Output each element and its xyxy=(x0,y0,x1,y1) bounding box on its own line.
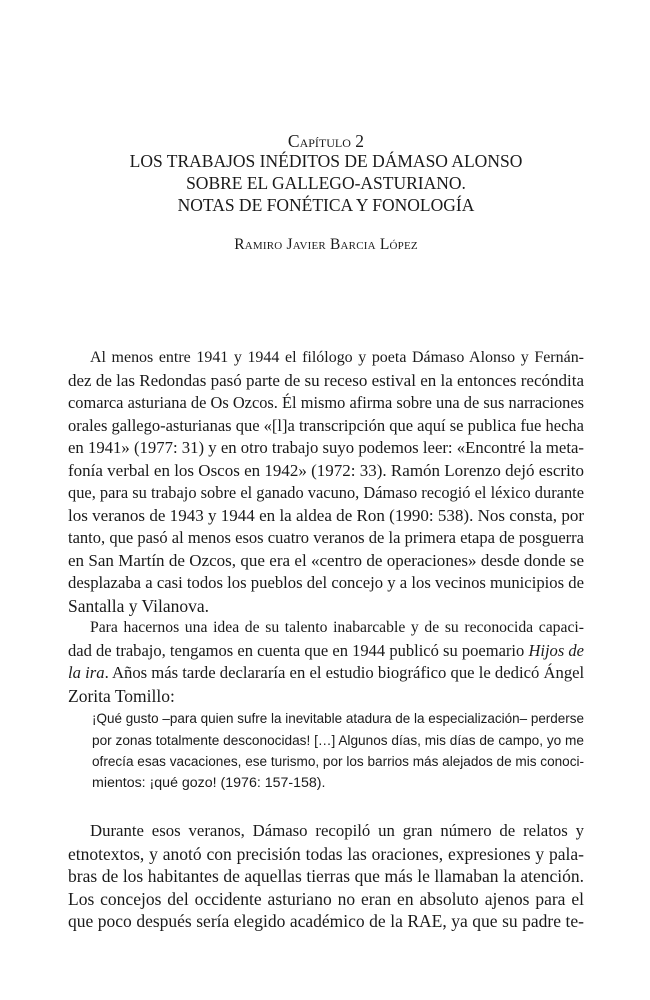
paragraph-line: desplazaba a casi todos los pueblos del concejo y a los vecinos municipios de xyxy=(68,573,584,592)
paragraph-line: en 1941» (1977: 31) y en otro trabajo suyo podemos leer: «Encontré la meta- xyxy=(68,438,584,457)
paragraph-line: los veranos de 1943 y 1944 en la aldea de Ron (1990: 538). Nos consta, por xyxy=(68,505,584,525)
paragraph-line: Los concejos del occidente asturiano no eran en absoluto ajenos para el xyxy=(68,888,584,909)
paragraph-line: comarca asturiana de Os Ozcos. Él mismo afirma sobre una de sus narraciones xyxy=(68,393,584,412)
block-quote xyxy=(92,708,584,794)
quote-line: ofrecía esas vacaciones, ese turismo, por los barrios más alejados de mis conoci- xyxy=(92,754,585,769)
paragraph-line: Zorita Tomillo: xyxy=(68,685,175,706)
paragraph-line: Durante esos veranos, Dámaso recopiló un gran número de relatos y xyxy=(90,821,584,840)
paragraph-line xyxy=(68,662,584,685)
chapter-title-line-1: LOS TRABAJOS INÉDITOS DE DÁMASO ALONSO xyxy=(129,151,523,171)
paragraph-line: Al menos entre 1941 y 1944 el filólogo y poeta Dámaso Alonso y Fernán- xyxy=(90,349,584,366)
quote-line: ¡Qué gusto –para quien sufre la inevitable atadura de la especialización– perderse xyxy=(92,711,584,726)
paragraph-line: orales gallego-asturianas que «[l]a transcripción que aquí se publica fue hecha xyxy=(68,415,584,435)
paragraph-line: Para hacernos una idea de su talento inabarcable y de su reconocida capaci- xyxy=(90,619,584,636)
book-title-italic: Hijos de xyxy=(528,640,584,660)
paragraph-line xyxy=(68,640,584,663)
chapter-author: Ramiro Javier Barcia López xyxy=(234,236,418,253)
paragraph-3 xyxy=(68,820,584,933)
paragraph-text: dad de trabajo, tengamos en cuenta que en 1944 publicó su poemario xyxy=(68,640,525,660)
chapter-title-line-3: NOTAS DE FONÉTICA Y FONOLOGÍA xyxy=(177,195,475,215)
paragraph-line: tanto, que pasó al menos esos cuatro veranos de la primera etapa de posguerra xyxy=(68,528,584,547)
paragraph-text: . Años más tarde declararía en el estudio biográfico que le dedicó Ángel xyxy=(104,663,585,682)
paragraph-line: dez de las Redondas pasó parte de su receso estival en la entonces recóndita xyxy=(68,370,584,390)
chapter-title-line-2: SOBRE EL GALLEGO-ASTURIANO. xyxy=(186,173,466,193)
paragraph-line: que poco después sería elegido académico de la RAE, ya que su padre te- xyxy=(68,911,584,931)
quote-line: por zonas totalmente desconocidas! […] Algunos días, mis días de campo, yo me xyxy=(92,732,584,748)
book-title-italic: la ira xyxy=(68,663,105,682)
paragraph-line: que, para su trabajo sobre el ganado vacuno, Dámaso recogió el léxico durante xyxy=(68,483,584,502)
paragraph-line: en San Martín de Ozcos, que era el «centro de operaciones» desde donde se xyxy=(68,550,584,570)
paragraph-line: fonía verbal en los Oscos en 1942» (1972: 33). Ramón Lorenzo dejó escrito xyxy=(68,460,585,480)
paragraph-1 xyxy=(68,347,584,617)
quote-line: mientos: ¡qué gozo! (1976: 157-158). xyxy=(92,774,326,791)
paragraph-line: etnotextos, y anotó con precisión todas las oraciones, expresiones y pala- xyxy=(68,843,584,864)
paragraph-2 xyxy=(68,617,584,707)
paragraph-line: bras de los habitantes de aquellas tierras que más le llamaban la atención. xyxy=(68,866,584,886)
chapter-label: Capítulo 2 xyxy=(287,131,365,151)
paragraph-line: Santalla y Vilanova. xyxy=(68,595,210,616)
